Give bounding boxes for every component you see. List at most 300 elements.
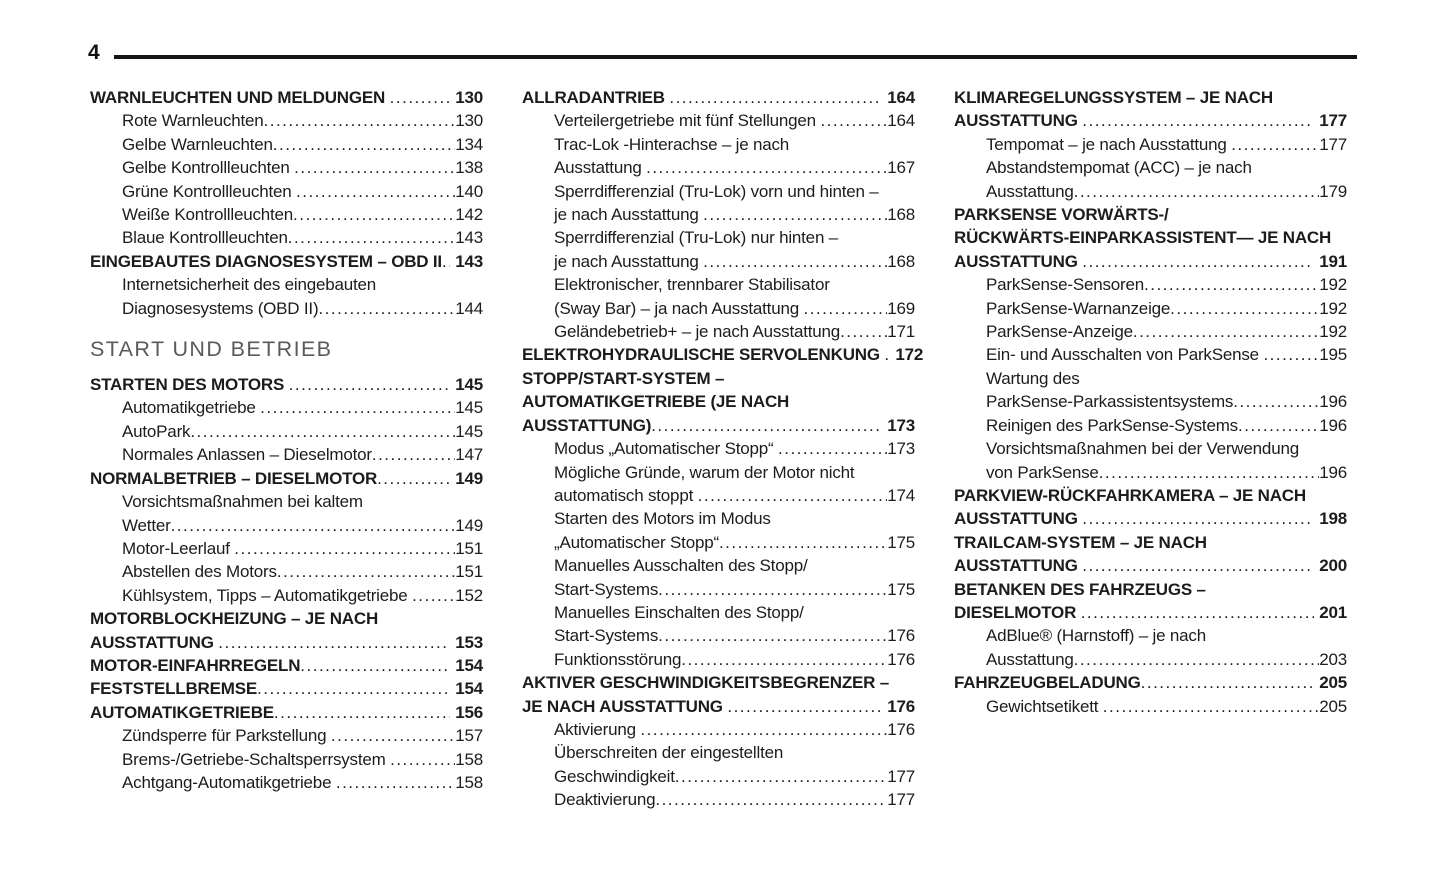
- toc-entry-text: Elektronischer, trennbarer Stabilisator: [554, 275, 830, 295]
- toc-entry-line: [554, 320, 915, 343]
- toc-page-ref: 154: [455, 655, 483, 675]
- toc-entry-text: automatisch stoppt: [554, 485, 698, 505]
- toc-entry: [522, 461, 915, 508]
- toc-entry: [522, 648, 915, 671]
- toc-page-ref: 142: [455, 205, 483, 225]
- toc-page-ref: 140: [455, 181, 483, 201]
- toc-entry: [522, 180, 915, 227]
- toc-entry-text: STARTEN DES MOTORS: [90, 375, 289, 395]
- toc-entry-text: MOTORBLOCKHEIZUNG – JE NACH: [90, 609, 379, 629]
- toc-entry-text: AUTOMATIKGETRIEBE: [90, 702, 274, 722]
- toc-entry: [522, 343, 924, 366]
- toc-entry: [90, 203, 483, 226]
- toc-entry: [90, 133, 483, 156]
- toc-entry-text: Verteilergetriebe mit fünf Stellungen: [554, 111, 821, 131]
- toc-entry-line: [554, 578, 915, 601]
- toc-entry: [522, 671, 915, 718]
- toc-page-ref: 205: [1319, 696, 1347, 716]
- toc-page-ref: 196: [1319, 392, 1347, 412]
- toc-entry-text: Sperrdifferenzial (Tru-Lok) vorn und hinten –: [554, 181, 879, 201]
- toc-entry-line: [986, 437, 1347, 460]
- toc-entry-text: BETANKEN DES FAHRZEUGS –: [954, 579, 1206, 599]
- toc-entry-text: ParkSense-Sensoren: [986, 275, 1144, 295]
- toc-entry-line: [522, 414, 915, 437]
- toc-entry: [522, 741, 915, 788]
- toc-page-ref: 167: [887, 158, 915, 178]
- toc-entry: [90, 537, 483, 560]
- toc-dot-leader: [1238, 414, 1319, 437]
- toc-page-ref: 176: [887, 696, 915, 716]
- toc-dot-leader: [390, 86, 451, 109]
- toc-entry-text: Diagnosesystems (OBD II): [122, 298, 319, 318]
- toc-page-ref: 169: [887, 298, 915, 318]
- toc-entry-line: [122, 226, 483, 249]
- toc-page-ref: 156: [455, 702, 483, 722]
- toc-dot-leader: [1263, 343, 1319, 366]
- toc-entry-line: [122, 156, 483, 179]
- toc-dot-leader: [293, 203, 455, 226]
- toc-entry-text: Geschwindigkeit: [554, 766, 675, 786]
- toc-entry-text: Aktivierung: [554, 719, 641, 739]
- toc-dot-leader: [681, 648, 887, 671]
- toc-entry-line: [522, 695, 915, 718]
- toc-page-ref: 171: [887, 322, 915, 342]
- toc-dot-leader: [820, 109, 887, 132]
- toc-entry: [954, 297, 1347, 320]
- toc-entry-text: Start-Systems: [554, 579, 659, 599]
- toc-entry-text: PARKSENSE VORWÄRTS-/: [954, 205, 1169, 225]
- toc-entry-text: je nach Ausstattung: [554, 205, 704, 225]
- toc-entry: [954, 624, 1347, 671]
- toc-entry-text: TRAILCAM-SYSTEM – JE NACH: [954, 532, 1207, 552]
- toc-entry-text: Wartung des: [986, 368, 1080, 388]
- toc-entry-text: Kühlsystem, Tipps – Automatikgetriebe: [122, 585, 413, 605]
- toc-entry-line: [986, 648, 1347, 671]
- toc-entry-line: [986, 461, 1347, 484]
- toc-entry-line: [122, 420, 483, 443]
- toc-page-ref: 176: [887, 649, 915, 669]
- toc-entry-text: NORMALBETRIEB – DIESELMOTOR: [90, 468, 378, 488]
- toc-page-ref: 205: [1319, 673, 1347, 693]
- toc-page-ref: 164: [887, 88, 915, 107]
- toc-dot-leader: [300, 654, 450, 677]
- toc-entry: [90, 250, 483, 273]
- toc-entry-line: [954, 484, 1347, 507]
- toc-entry-line: [554, 765, 915, 788]
- toc-entry-text: Internetsicherheit des eingebauten: [122, 275, 377, 295]
- toc-entry-text: Manuelles Ausschalten des Stopp/: [554, 556, 808, 576]
- toc-entry: [90, 373, 483, 396]
- toc-entry-line: [90, 467, 483, 490]
- toc-dot-leader: [1141, 671, 1315, 694]
- toc-entry: [954, 695, 1347, 718]
- toc-entry-line: [554, 133, 915, 156]
- toc-entry-line: [122, 490, 483, 513]
- toc-entry: [90, 226, 483, 249]
- toc-dot-leader: [257, 677, 450, 700]
- toc-entry-line: [122, 724, 483, 747]
- toc-entry-text: Überschreiten der eingestellten: [554, 743, 784, 763]
- toc-entry: [90, 156, 483, 179]
- toc-entry-line: [554, 437, 915, 460]
- toc-entry-line: [522, 671, 915, 694]
- toc-entry: [954, 203, 1347, 273]
- toc-dot-leader: [727, 695, 882, 718]
- toc-column-3: [954, 86, 1347, 812]
- page-number: 4: [88, 41, 100, 64]
- toc-entry-line: [90, 86, 483, 109]
- toc-entry: [90, 724, 483, 747]
- toc-dot-leader: [331, 724, 455, 747]
- toc-page-ref: 158: [455, 772, 483, 792]
- toc-entry-text: EINGEBAUTES DIAGNOSESYSTEM – OBD II: [90, 251, 442, 271]
- toc-dot-leader: [288, 226, 456, 249]
- toc-entry-line: [986, 343, 1347, 366]
- toc-page-ref: 191: [1319, 251, 1347, 271]
- toc-page-ref: 177: [887, 766, 915, 786]
- toc-entry-text: ParkSense-Parkassistentsystems: [986, 392, 1234, 412]
- toc-dot-leader: [1074, 180, 1320, 203]
- toc-entry-text: ALLRADANTRIEB: [522, 88, 670, 107]
- toc-entry-line: [954, 671, 1347, 694]
- toc-entry-line: [986, 624, 1347, 647]
- toc-entry-text: Zündsperre für Parkstellung: [122, 726, 331, 746]
- toc-dot-leader: [412, 584, 455, 607]
- toc-dot-leader: [1082, 250, 1314, 273]
- toc-page-ref: 196: [1319, 462, 1347, 482]
- toc-entry-line: [122, 443, 483, 466]
- toc-entry: [522, 788, 915, 811]
- toc-entry-text: Ausstattung: [986, 649, 1074, 669]
- toc-page-ref: 176: [887, 719, 915, 739]
- toc-entry-line: [554, 531, 915, 554]
- toc-entry-text: Deaktivierung: [554, 790, 656, 810]
- toc-entry-line: [986, 133, 1347, 156]
- toc-entry: [90, 273, 483, 320]
- toc-entry-text: Ein- und Ausschalten von ParkSense: [986, 345, 1264, 365]
- toc-entry-line: [90, 701, 483, 724]
- toc-entry-text: STOPP/START-SYSTEM –: [522, 368, 725, 388]
- toc-entry: [90, 86, 483, 109]
- toc-entry-line: [554, 156, 915, 179]
- toc-entry-text: AUSSTATTUNG: [954, 111, 1083, 131]
- section-header: START UND BETRIEB: [90, 337, 333, 362]
- toc-dot-leader: [1074, 648, 1320, 671]
- toc-dot-leader: [646, 156, 887, 179]
- toc-entry-text: AUTOMATIKGETRIEBE (JE NACH: [522, 392, 790, 412]
- toc-entry-line: [554, 554, 915, 577]
- toc-dot-leader: [273, 133, 455, 156]
- toc-entry-line: [954, 109, 1347, 132]
- toc-dot-leader: [1099, 461, 1320, 484]
- toc-entry-line: [554, 109, 915, 132]
- toc-entry-text: von ParkSense: [986, 462, 1099, 482]
- toc-entry-line: [122, 514, 483, 537]
- toc-page-ref: 176: [887, 626, 915, 646]
- toc-entry-text: JE NACH AUSSTATTUNG: [522, 696, 728, 716]
- toc-entry-line: [954, 226, 1347, 249]
- toc-entry-line: [522, 343, 924, 366]
- toc-entry-line: [554, 180, 915, 203]
- toc-entry: [522, 133, 915, 180]
- toc-page-ref: 158: [455, 749, 483, 769]
- toc-entry: [954, 273, 1347, 296]
- toc-entry-text: Tempomat – je nach Ausstattung: [986, 134, 1232, 154]
- toc-entry-text: Reinigen des ParkSense-Systems: [986, 415, 1238, 435]
- toc-entry-line: [954, 554, 1347, 577]
- toc-page-ref: 192: [1319, 298, 1347, 318]
- toc-entry-text: Normales Anlassen – Dieselmotor: [122, 445, 372, 465]
- toc-dot-leader: [703, 250, 887, 273]
- toc-entry-line: [90, 250, 483, 273]
- toc-entry-text: Modus „Automatischer Stopp“: [554, 439, 778, 459]
- toc-dot-leader: [277, 560, 455, 583]
- toc-entry-line: [554, 226, 915, 249]
- toc-entry-line: [554, 507, 915, 530]
- toc-page-ref: 196: [1319, 415, 1347, 435]
- toc-entry-text: Weiße Kontrollleuchten: [122, 205, 294, 225]
- toc-page-ref: 153: [455, 632, 483, 652]
- toc-entry-line: [90, 631, 483, 654]
- toc-page-ref: 198: [1319, 509, 1347, 529]
- toc-entry: [522, 367, 915, 437]
- toc-entry-text: MOTOR-EINFAHRREGELN: [90, 655, 301, 675]
- toc-entry: [90, 560, 483, 583]
- toc-dot-leader: [640, 718, 887, 741]
- toc-entry: [90, 490, 483, 537]
- toc-entry-line: [122, 537, 483, 560]
- toc-entry-line: [554, 788, 915, 811]
- toc-entry: [522, 718, 915, 741]
- toc-entry-line: [954, 578, 1347, 601]
- toc-dot-leader: [1082, 554, 1314, 577]
- toc-entry: [90, 584, 483, 607]
- toc-entry: [954, 671, 1347, 694]
- toc-entry: [522, 601, 915, 648]
- toc-page-ref: 145: [455, 398, 483, 418]
- toc-entry-text: Gelbe Kontrollleuchten: [122, 158, 295, 178]
- toc-entry-line: [954, 250, 1347, 273]
- toc-page-ref: 151: [455, 562, 483, 582]
- toc-entry-line: [986, 390, 1347, 413]
- toc-entry-text: Vorsichtsmaßnahmen bei kaltem: [122, 492, 363, 512]
- toc-entry-text: je nach Ausstattung: [554, 251, 704, 271]
- toc-dot-leader: [264, 109, 456, 132]
- toc-entry-line: [522, 390, 915, 413]
- toc-page-ref: 134: [455, 134, 483, 154]
- toc-entry-line: [954, 507, 1347, 530]
- toc-entry-line: [554, 648, 915, 671]
- toc-page-ref: 174: [887, 485, 915, 505]
- toc-entry-text: Starten des Motors im Modus: [554, 509, 771, 529]
- toc-page-ref: 177: [887, 790, 915, 810]
- toc-entry: [954, 320, 1347, 343]
- toc-entry: [954, 86, 1347, 133]
- toc-entry-line: [122, 560, 483, 583]
- toc-entry-line: [954, 86, 1347, 109]
- toc-dot-leader: [1081, 601, 1315, 624]
- toc-entry-line: [986, 156, 1347, 179]
- toc-page-ref: 192: [1319, 275, 1347, 295]
- toc-columns: [90, 86, 1347, 812]
- toc-entry-line: [554, 461, 915, 484]
- toc-entry: [90, 607, 483, 654]
- toc-entry: [954, 343, 1347, 366]
- toc-entry: [954, 484, 1347, 531]
- toc-dot-leader: [675, 765, 887, 788]
- toc-entry-text: FESTSTELLBREMSE: [90, 679, 258, 699]
- toc-entry: [90, 654, 483, 677]
- toc-entry-line: [90, 607, 483, 630]
- toc-entry-line: [122, 133, 483, 156]
- toc-dot-leader: [274, 701, 450, 724]
- toc-entry: [90, 701, 483, 724]
- toc-page-ref: 177: [1319, 111, 1347, 131]
- toc-entry-line: [122, 273, 483, 296]
- toc-entry-text: KLIMAREGELUNGSSYSTEM – JE NACH: [954, 88, 1273, 107]
- toc-entry-line: [122, 203, 483, 226]
- toc-page-ref: 130: [455, 111, 483, 131]
- toc-dot-leader: [651, 414, 882, 437]
- toc-entry: [954, 367, 1347, 414]
- toc-entry-line: [986, 695, 1347, 718]
- toc-entry-line: [122, 180, 483, 203]
- toc-dot-leader: [778, 437, 887, 460]
- toc-dot-leader: [658, 578, 887, 601]
- toc-entry: [90, 180, 483, 203]
- toc-dot-leader: [1133, 320, 1319, 343]
- toc-entry-line: [122, 109, 483, 132]
- toc-dot-leader: [803, 297, 887, 320]
- toc-page-ref: 179: [1319, 181, 1347, 201]
- toc-entry-text: Gelbe Warnleuchten: [122, 134, 273, 154]
- toc-page-ref: 172: [895, 345, 924, 365]
- toc-entry-line: [554, 601, 915, 624]
- toc-dot-leader: [1082, 507, 1314, 530]
- toc-entry-text: Rote Warnleuchten: [122, 111, 264, 131]
- toc-entry-line: [554, 718, 915, 741]
- toc-dot-leader: [1103, 695, 1319, 718]
- toc-entry-text: WARNLEUCHTEN UND MELDUNGEN: [90, 88, 390, 107]
- toc-entry-text: ELEKTROHYDRAULISCHE SERVOLENKUNG: [522, 345, 885, 365]
- toc-entry-text: Achtgang-Automatikgetriebe: [122, 772, 336, 792]
- toc-dot-leader: [294, 156, 455, 179]
- toc-entry-line: [986, 273, 1347, 296]
- toc-entry-text: Manuelles Einschalten des Stopp/: [554, 602, 804, 622]
- toc-entry-line: [986, 297, 1347, 320]
- toc-page-ref: 168: [887, 205, 915, 225]
- toc-entry-line: [522, 367, 915, 390]
- toc-entry: [90, 396, 483, 419]
- toc-dot-leader: [289, 373, 451, 396]
- toc-entry-line: [986, 320, 1347, 343]
- toc-entry-text: Sperrdifferenzial (Tru-Lok) nur hinten –: [554, 228, 838, 248]
- toc-entry: [90, 771, 483, 794]
- toc-column-1: [90, 86, 483, 812]
- toc-page-ref: 203: [1319, 649, 1347, 669]
- toc-entry-text: Abstellen des Motors: [122, 562, 277, 582]
- toc-entry: [522, 226, 915, 273]
- toc-entry: [90, 467, 483, 490]
- toc-entry-line: [986, 180, 1347, 203]
- toc-entry-text: Funktionsstörung: [554, 649, 682, 669]
- toc-page-ref: 151: [455, 538, 483, 558]
- toc-entry: [90, 420, 483, 443]
- toc-entry: [522, 437, 915, 460]
- toc-entry-line: [554, 250, 915, 273]
- toc-page-ref: 164: [887, 111, 915, 131]
- toc-entry-line: [554, 741, 915, 764]
- toc-entry: [90, 109, 483, 132]
- toc-entry-text: AUSSTATTUNG: [954, 509, 1083, 529]
- toc-entry: [90, 677, 483, 700]
- toc-page-ref: 175: [887, 579, 915, 599]
- toc-entry: [522, 109, 915, 132]
- toc-entry-text: Vorsichtsmaßnahmen bei der Verwendung: [986, 439, 1299, 459]
- toc-page-ref: 168: [887, 251, 915, 271]
- toc-entry-line: [986, 367, 1347, 390]
- toc-dot-leader: [698, 484, 888, 507]
- toc-entry-text: ParkSense-Anzeige: [986, 322, 1133, 342]
- toc-dot-leader: [336, 771, 455, 794]
- toc-page-ref: 143: [455, 228, 483, 248]
- toc-page-ref: 147: [455, 445, 483, 465]
- toc-entry-text: AUSSTATTUNG: [954, 251, 1083, 271]
- toc-dot-leader: [719, 531, 887, 554]
- toc-entry-line: [522, 86, 915, 109]
- toc-entry: [522, 507, 915, 554]
- toc-entry-line: [554, 203, 915, 226]
- toc-entry-text: (Sway Bar) – ja nach Ausstattung: [554, 298, 804, 318]
- toc-entry: [522, 554, 915, 601]
- toc-entry-text: AUSSTATTUNG): [522, 415, 652, 435]
- toc-dot-leader: [296, 180, 455, 203]
- toc-entry-text: Ausstattung: [986, 181, 1074, 201]
- toc-dot-leader: [669, 86, 882, 109]
- toc-dot-leader: [390, 748, 455, 771]
- toc-entry: [954, 437, 1347, 484]
- toc-dot-leader: [840, 320, 887, 343]
- toc-entry-line: [954, 203, 1347, 226]
- toc-dot-leader: [190, 420, 455, 443]
- toc-entry-text: FAHRZEUGBELADUNG: [954, 673, 1141, 693]
- toc-entry: [522, 320, 915, 343]
- toc-entry: [954, 531, 1347, 578]
- toc-entry-text: Automatikgetriebe: [122, 398, 261, 418]
- toc-entry-text: AdBlue® (Harnstoff) – je nach: [986, 626, 1206, 646]
- toc-entry-line: [554, 273, 915, 296]
- toc-entry-text: Motor-Leerlauf: [122, 538, 235, 558]
- toc-entry-text: AutoPark: [122, 421, 191, 441]
- toc-entry-text: „Automatischer Stopp“: [554, 532, 719, 552]
- toc-dot-leader: [1233, 390, 1319, 413]
- toc-dot-leader: [1231, 133, 1319, 156]
- toc-entry-line: [986, 414, 1347, 437]
- toc-entry-text: Brems-/Getriebe-Schaltsperrsystem: [122, 749, 391, 769]
- toc-entry-text: Blaue Kontrollleuchten: [122, 228, 288, 248]
- toc-entry-text: AUSSTATTUNG: [954, 556, 1083, 576]
- toc-entry: [90, 443, 483, 466]
- toc-dot-leader: [1170, 297, 1319, 320]
- toc-dot-leader: [318, 297, 455, 320]
- toc-entry-text: Mögliche Gründe, warum der Motor nicht: [554, 462, 855, 482]
- toc-entry-text: Abstandstempomat (ACC) – je nach: [986, 158, 1252, 178]
- toc-dot-leader: [703, 203, 887, 226]
- toc-dot-leader: [1144, 273, 1319, 296]
- toc-dot-leader: [372, 443, 455, 466]
- toc-page-ref: 143: [455, 251, 483, 271]
- toc-entry-line: [554, 624, 915, 647]
